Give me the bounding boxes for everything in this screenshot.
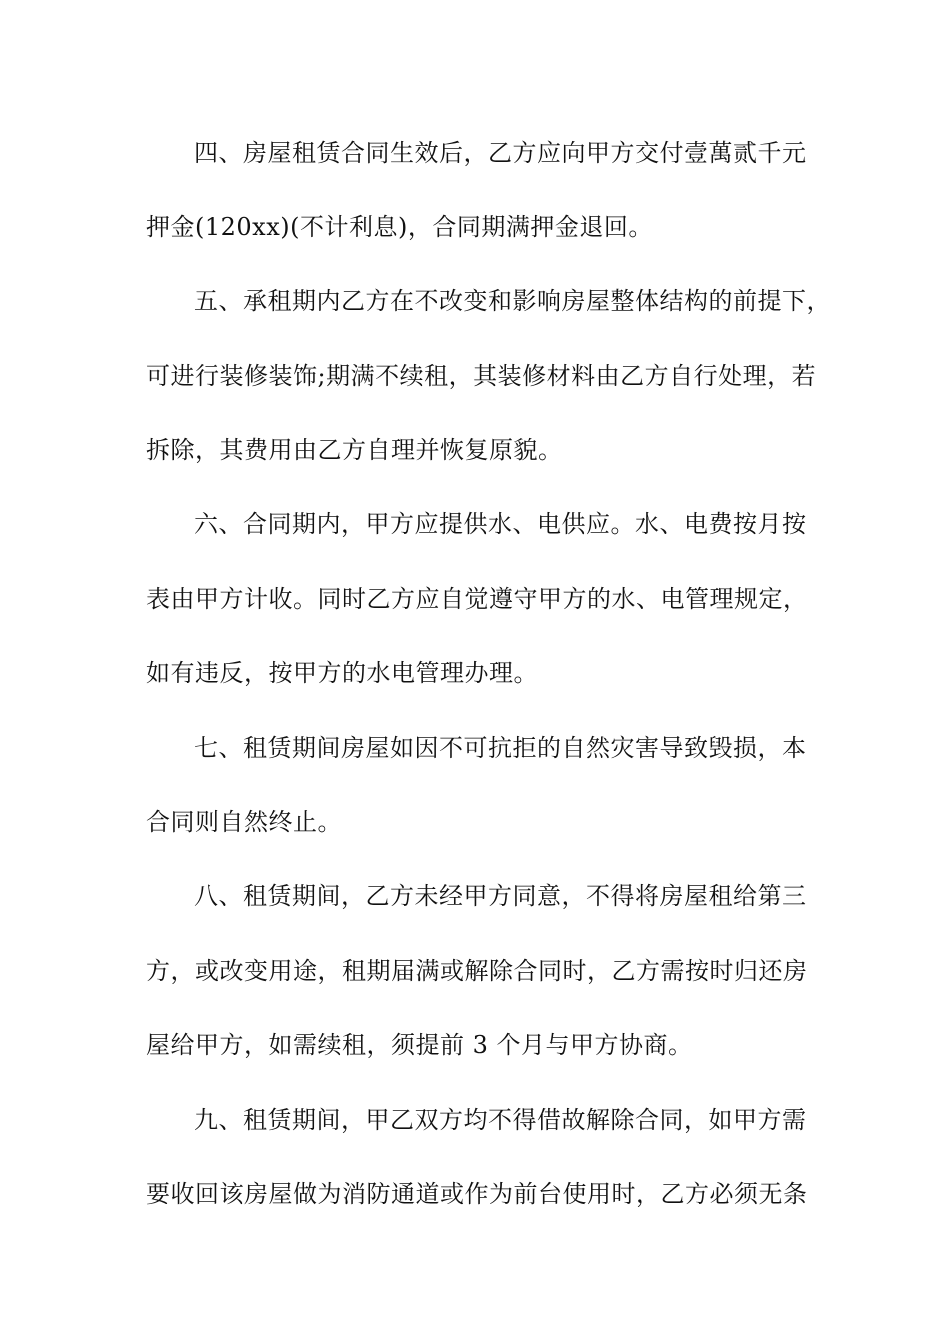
clause-8-line-2: 方，或改变用途，租期届满或解除合同时，乙方需按时归还房 bbox=[146, 957, 808, 985]
clause-6-line-1: 六、合同期内，甲方应提供水、电供应。水、电费按月按 bbox=[194, 510, 807, 538]
clause-7-line-2: 合同则自然终止。 bbox=[146, 808, 342, 836]
clause-4-line-2: 押金(120xx)(不计利息)，合同期满押金退回。 bbox=[146, 213, 653, 241]
clause-5-line-3: 拆除，其费用由乙方自理并恢复原貌。 bbox=[146, 436, 563, 464]
clause-8-line-1: 八、租赁期间，乙方未经甲方同意，不得将房屋租给第三 bbox=[194, 882, 807, 910]
clause-8-line-3: 屋给甲方，如需续租，须提前 3 个月与甲方协商。 bbox=[146, 1031, 693, 1059]
clause-5-line-1: 五、承租期内乙方在不改变和影响房屋整体结构的前提下， bbox=[194, 287, 831, 315]
clause-4-line-1: 四、房屋租赁合同生效后，乙方应向甲方交付壹萬贰千元 bbox=[194, 139, 807, 167]
clause-6-line-2: 表由甲方计收。同时乙方应自觉遵守甲方的水、电管理规定， bbox=[146, 585, 808, 613]
clause-5-line-2: 可进行装修装饰;期满不续租，其装修材料由乙方自行处理，若 bbox=[146, 362, 817, 390]
clause-9-line-2: 要收回该房屋做为消防通道或作为前台使用时，乙方必须无条 bbox=[146, 1180, 808, 1208]
clause-7-line-1: 七、租赁期间房屋如因不可抗拒的自然灾害导致毁损，本 bbox=[194, 734, 807, 762]
clause-6-line-3: 如有违反，按甲方的水电管理办理。 bbox=[146, 659, 538, 687]
clause-9-line-1: 九、租赁期间，甲乙双方均不得借故解除合同，如甲方需 bbox=[194, 1106, 807, 1134]
